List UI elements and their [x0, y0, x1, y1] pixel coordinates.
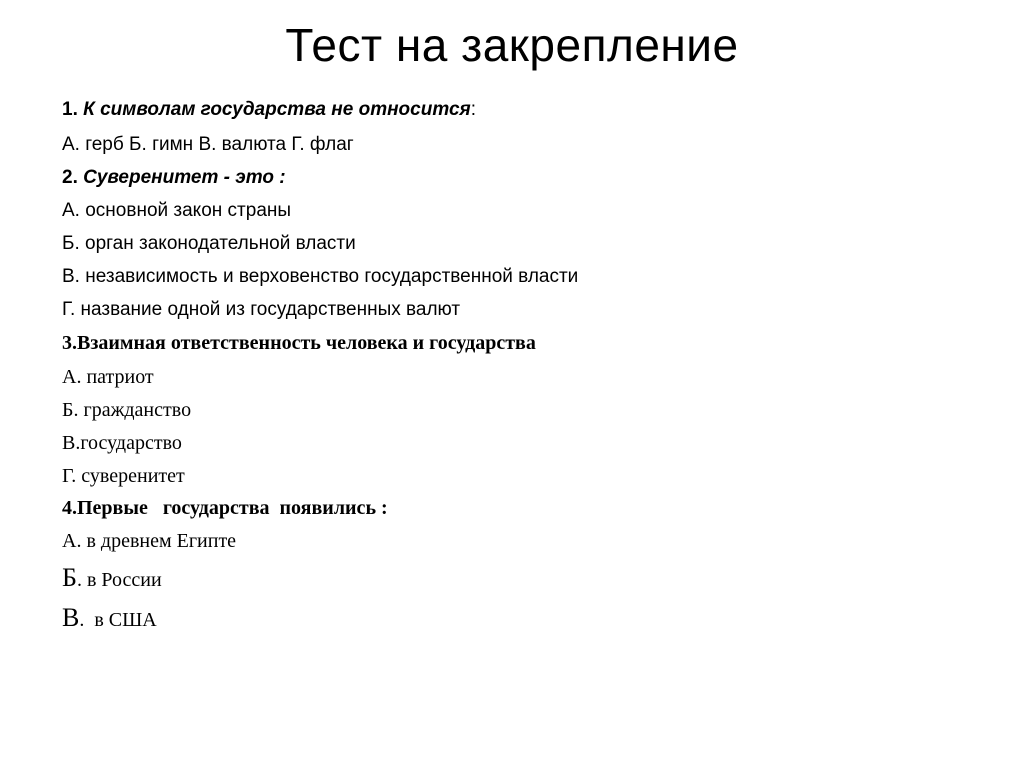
question-4-number: 4.: [62, 497, 77, 519]
question-4-option-b: [62, 563, 162, 593]
question-4: [62, 497, 388, 520]
question-1: [62, 99, 476, 121]
question-2-option-b: Б. орган законодательной власти: [62, 233, 356, 254]
question-4-option-b-text: . в России: [76, 569, 162, 591]
question-4-option-c-text: . в США: [79, 609, 157, 631]
question-3-option-a: А. патриот: [62, 366, 154, 388]
question-4-text: Первые государства появились :: [77, 497, 388, 519]
question-3-option-b: Б. гражданство: [62, 399, 192, 421]
question-1-number: 1.: [62, 99, 78, 120]
question-2-number: 2.: [62, 167, 78, 188]
question-1-text: К символам государства не относится: [83, 99, 471, 120]
question-1-answers: А. герб Б. гимн В. валюта Г. флаг: [62, 134, 354, 155]
question-3: [62, 332, 536, 355]
question-2-option-a: А. основной закон страны: [62, 200, 292, 221]
question-4-option-b-letter: Б: [62, 563, 77, 592]
question-3-text: Взаимная ответственность человека и государства: [77, 332, 536, 354]
question-2-text: Суверенитет - это :: [83, 167, 286, 188]
question-3-number: 3.: [62, 332, 77, 354]
slide-title: Тест на закрепление: [285, 19, 739, 71]
question-4-option-a: А. в древнем Египте: [62, 530, 237, 552]
question-2-option-c: В. независимость и верховенство государственной власти: [62, 266, 579, 287]
question-2: [62, 167, 286, 189]
question-3-option-d: Г. суверенитет: [62, 465, 185, 487]
question-4-option-c-letter: В: [62, 603, 80, 632]
question-2-option-d: Г. название одной из государственных валют: [62, 299, 461, 320]
question-4-option-c: [62, 603, 157, 633]
question-1-colon: :: [470, 99, 477, 120]
question-3-option-c: В.государство: [62, 432, 182, 454]
